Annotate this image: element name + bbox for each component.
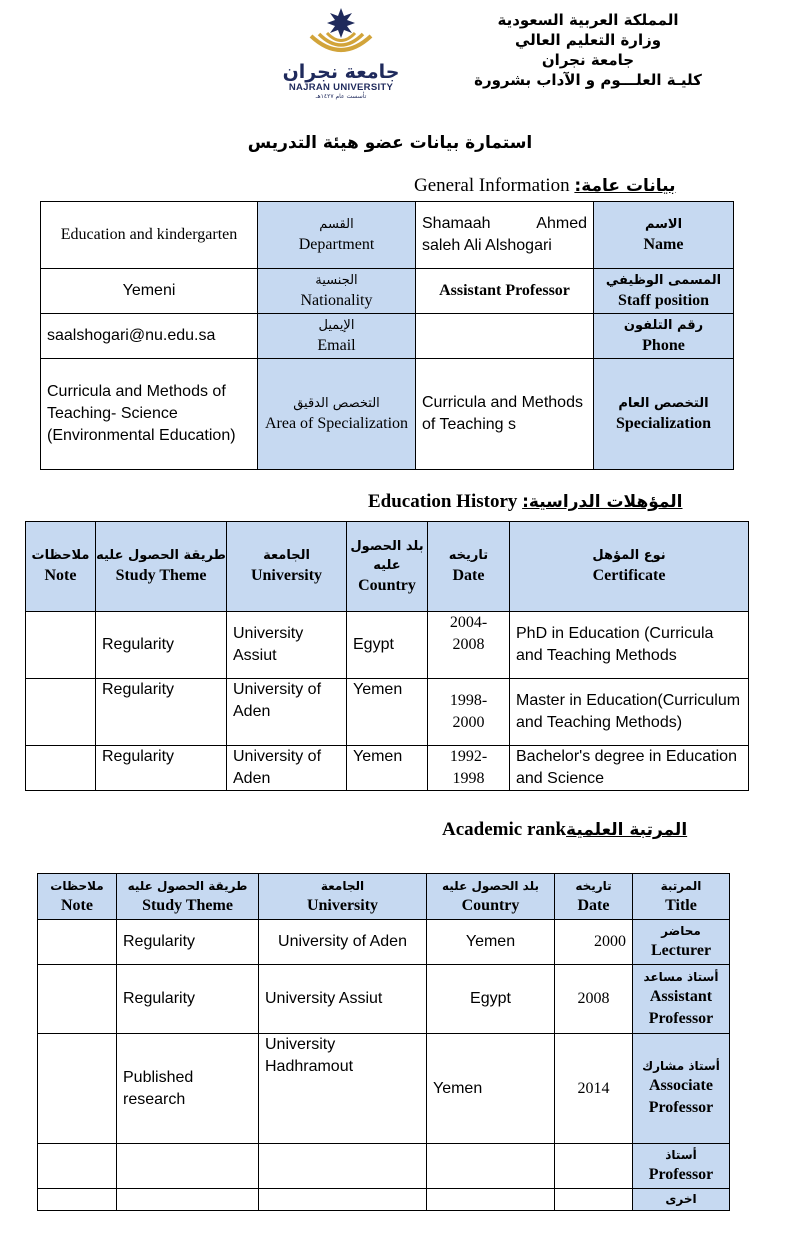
position-value: Assistant Professor xyxy=(416,269,594,314)
general-info-table xyxy=(40,201,734,470)
rank-title: اخرى xyxy=(633,1189,730,1211)
rank-date: 2014 xyxy=(555,1034,633,1144)
rank-note xyxy=(38,1144,117,1189)
education-title-en: Education History xyxy=(368,491,518,512)
area-label: التخصص الدقيق Area of Specialization xyxy=(258,359,416,470)
specialization-label: التخصص العام Specialization xyxy=(594,359,734,470)
table-row xyxy=(26,746,749,791)
rank-note xyxy=(38,1189,117,1211)
phone-value xyxy=(416,314,594,359)
university-name: جامعة نجران xyxy=(541,51,635,69)
table-row xyxy=(38,1189,730,1211)
rank-country: Yemen xyxy=(427,920,555,965)
specialization-value: Curricula and Methods of Teaching s xyxy=(416,359,594,470)
rank-university xyxy=(259,1144,427,1189)
table-row xyxy=(38,1144,730,1189)
edu-university: University Assiut xyxy=(227,612,347,679)
edu-header-theme: طريقة الحصول عليه Study Theme xyxy=(96,522,227,612)
rank-theme xyxy=(117,1144,259,1189)
edu-date: 2004-2008 xyxy=(428,612,510,679)
edu-note xyxy=(26,746,96,791)
academic-section-title xyxy=(442,819,687,841)
rank-date xyxy=(555,1189,633,1211)
edu-date: 1998-2000 xyxy=(428,679,510,746)
university-logo xyxy=(282,6,400,102)
rank-university: University Assiut xyxy=(259,965,427,1034)
institution-header xyxy=(458,10,718,90)
rank-country: Yemen xyxy=(427,1034,555,1144)
edu-country: Egypt xyxy=(347,612,428,679)
edu-header-certificate: نوع المؤهل Certificate xyxy=(510,522,749,612)
education-section-title xyxy=(368,491,683,513)
rank-note xyxy=(38,920,117,965)
name-value: Shamaah Ahmed saleh Ali Alshogari xyxy=(416,202,594,269)
logo-english-name: NAJRAN UNIVERSITY xyxy=(288,82,394,93)
rank-date: 2008 xyxy=(555,965,633,1034)
rank-country xyxy=(427,1144,555,1189)
edu-theme: Regularity xyxy=(96,612,227,679)
ministry-name: وزارة التعليم العالي xyxy=(514,31,662,49)
rank-theme xyxy=(117,1189,259,1211)
nationality-label: الجنسية Nationality xyxy=(258,269,416,314)
academic-title-ar: المرتبة العلمية xyxy=(566,820,688,840)
rank-country: Egypt xyxy=(427,965,555,1034)
edu-note xyxy=(26,679,96,746)
rank-university xyxy=(259,1189,427,1211)
education-title-ar: المؤهلات الدراسية: xyxy=(522,492,683,512)
rank-title: أستاذ مشارك Associate Professor xyxy=(633,1034,730,1144)
logo-established: تأسست عام ١٤٢٧هـ xyxy=(315,93,367,100)
table-row xyxy=(26,679,749,746)
rank-theme: Regularity xyxy=(117,965,259,1034)
rank-university: University Hadhramout xyxy=(259,1034,427,1144)
form-title: استمارة بيانات عضو هيئة التدريس xyxy=(247,133,533,153)
kingdom-name: المملكة العربية السعودية xyxy=(497,11,679,29)
edu-theme: Regularity xyxy=(96,746,227,791)
edu-header-date: تاريخه Date xyxy=(428,522,510,612)
rank-theme: Regularity xyxy=(117,920,259,965)
rank-title: أستاذ Professor xyxy=(633,1144,730,1189)
rank-title: أستاذ مساعد Assistant Professor xyxy=(633,965,730,1034)
rank-header-title: المرتبة Title xyxy=(633,874,730,920)
nationality-value: Yemeni xyxy=(41,269,258,314)
academic-title-en: Academic rank xyxy=(442,819,567,840)
rank-country xyxy=(427,1189,555,1211)
edu-note xyxy=(26,612,96,679)
area-value: Curricula and Methods of Teaching- Science (Environmental Education) xyxy=(41,359,258,470)
rank-note xyxy=(38,1034,117,1144)
rank-header-country: بلد الحصول عليه Country xyxy=(427,874,555,920)
edu-country: Yemen xyxy=(347,746,428,791)
logo-emblem-icon xyxy=(301,6,381,64)
email-label: الإيميل Email xyxy=(258,314,416,359)
edu-header-note: ملاحظات Note xyxy=(26,522,96,612)
rank-university: University of Aden xyxy=(259,920,427,965)
email-value: saalshogari@nu.edu.sa xyxy=(41,314,258,359)
general-title-ar: بيانات عامة: xyxy=(574,176,676,196)
rank-header-university: الجامعة University xyxy=(259,874,427,920)
education-table xyxy=(25,521,749,791)
edu-certificate: Master in Education(Curriculum and Teaching Methods) xyxy=(510,679,749,746)
table-row xyxy=(38,1034,730,1144)
rank-header-theme: طريقة الحصول عليه Study Theme xyxy=(117,874,259,920)
logo-arabic-name: جامعة نجران xyxy=(282,61,400,83)
department-label: القسم Department xyxy=(258,202,416,269)
edu-country: Yemen xyxy=(347,679,428,746)
edu-header-university: الجامعة University xyxy=(227,522,347,612)
table-row xyxy=(38,920,730,965)
table-row xyxy=(38,965,730,1034)
edu-date: 1992-1998 xyxy=(428,746,510,791)
rank-header-date: تاريخه Date xyxy=(555,874,633,920)
rank-theme: Published research xyxy=(117,1034,259,1144)
position-label: المسمى الوظيفي Staff position xyxy=(594,269,734,314)
phone-label: رقم التلفون Phone xyxy=(594,314,734,359)
academic-rank-table xyxy=(37,873,730,1211)
edu-university: University of Aden xyxy=(227,746,347,791)
table-row xyxy=(26,612,749,679)
general-title-en: General Information xyxy=(414,175,570,196)
rank-date: 2000 xyxy=(555,920,633,965)
rank-title: محاضر Lecturer xyxy=(633,920,730,965)
rank-header-note: ملاحظات Note xyxy=(38,874,117,920)
general-section-title xyxy=(414,175,676,197)
edu-certificate: PhD in Education (Curricula and Teaching Methods xyxy=(510,612,749,679)
college-name: كليـة العلـــوم و الآداب بشرورة xyxy=(474,71,702,89)
edu-theme: Regularity xyxy=(96,679,227,746)
rank-date xyxy=(555,1144,633,1189)
edu-header-country: بلد الحصول عليه Country xyxy=(347,522,428,612)
edu-university: University of Aden xyxy=(227,679,347,746)
edu-certificate: Bachelor's degree in Education and Science xyxy=(510,746,749,791)
department-value: Education and kindergarten xyxy=(41,202,258,269)
rank-note xyxy=(38,965,117,1034)
name-label: الاسم Name xyxy=(594,202,734,269)
